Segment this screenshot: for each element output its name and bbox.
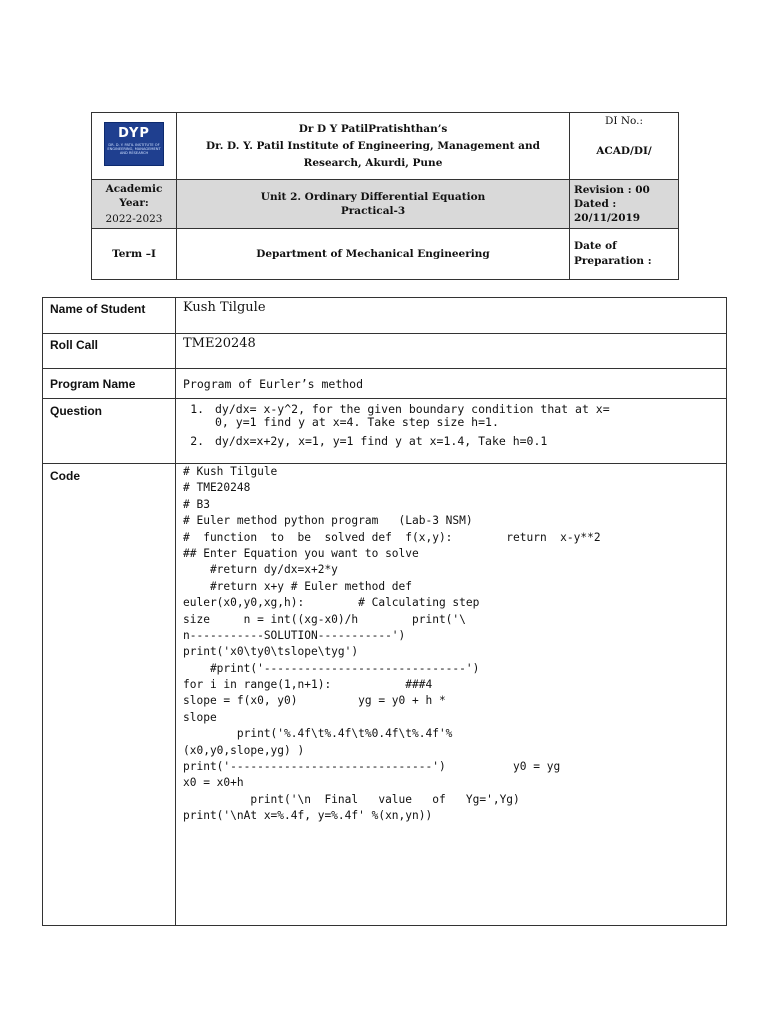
code-label: Code <box>43 464 176 926</box>
academic-year-label: Academic Year: <box>105 183 163 209</box>
question-item <box>211 403 726 429</box>
di-value: ACAD/DI/ <box>596 145 652 157</box>
date-of-preparation-cell <box>570 229 679 280</box>
academic-year-value: 2022-2023 <box>105 213 163 225</box>
revision-cell <box>570 180 679 229</box>
table-row <box>43 399 727 464</box>
student-practical-table <box>42 297 727 926</box>
code-line: #print('------------------------------') <box>183 661 480 675</box>
student-name-value: Kush Tilgule <box>176 298 727 334</box>
code-line: print('x0\ty0\tslope\tyg') <box>183 645 359 659</box>
code-line: # TME20248 <box>183 481 251 495</box>
logo-text: DYP <box>118 126 150 141</box>
question-item <box>211 435 726 448</box>
date-of-preparation-label-2: Preparation : <box>574 255 652 267</box>
revision-number: Revision : 00 <box>574 184 650 196</box>
code-line: # Kush Tilgule <box>183 465 278 478</box>
unit-cell <box>177 180 570 229</box>
org-line: Dr D Y PatilPratishthan’s <box>298 122 448 135</box>
code-line: print('%.4f\t%.4f\t%0.4f\t%.4f'% <box>183 727 453 741</box>
question-list <box>183 403 726 448</box>
di-number-cell <box>570 113 679 180</box>
code-line: #return x+y # Euler method def <box>183 579 413 593</box>
code-block <box>176 464 727 926</box>
revision-date: Dated : 20/11/2019 <box>574 198 641 224</box>
academic-year-cell <box>92 180 177 229</box>
table-row <box>43 334 727 369</box>
question-label: Question <box>43 399 176 464</box>
code-line: print('------------------------------') y0 = yg <box>183 760 561 774</box>
roll-call-label: Roll Call <box>43 334 176 369</box>
question-2-line-1: 2. dy/dx=x+2y, x=1, y=1 find y at x=1.4, Take h=0.1 <box>215 434 548 448</box>
code-line: (x0,y0,slope,yg) ) <box>183 743 305 757</box>
program-name-label: Program Name <box>43 369 176 399</box>
date-of-preparation-label-1: Date of <box>574 240 617 252</box>
code-line: for i in range(1,n+1): ###4 <box>183 678 433 692</box>
document-header-table <box>91 112 679 280</box>
unit-title: Unit 2. Ordinary Differential Equation <box>260 191 486 203</box>
department-name: Department of Mechanical Engineering <box>256 248 490 260</box>
term-cell <box>92 229 177 280</box>
code-line: n-----------SOLUTION-----------') <box>183 628 406 642</box>
code-line: print('\n Final value of Yg=',Yg) <box>183 792 520 806</box>
department-cell <box>177 229 570 280</box>
code-line: print('\nAt x=%.4f, y=%.4f' %(xn,yn)) <box>183 809 433 823</box>
code-line: slope <box>183 710 217 724</box>
question-cell <box>176 399 727 464</box>
code-line: slope = f(x0, y0) yg = y0 + h * <box>183 694 446 708</box>
table-row <box>43 298 727 334</box>
code-line: # function to be solved def f(x,y): return x-y**2 <box>183 530 601 544</box>
program-name-value: Program of Eurler’s method <box>176 369 727 399</box>
question-1-line-2: 0, y=1 find y at x=4. Take step size h=1. <box>215 415 499 429</box>
institute-line1: Dr. D. Y. Patil Institute of Engineering, Management and <box>206 139 540 152</box>
table-row <box>43 369 727 399</box>
logo-subtext: DR. D. Y. PATIL INSTITUTE OF ENGINEERING, MANAGEMENT AND RESEARCH <box>107 143 161 156</box>
practical-number: Practical-3 <box>340 205 406 217</box>
code-line: # B3 <box>183 497 210 511</box>
institute-name-cell <box>177 113 570 180</box>
institute-line2: Research, Akurdi, Pune <box>303 156 443 169</box>
logo-cell <box>92 113 177 180</box>
institute-logo-icon <box>104 122 164 166</box>
roll-call-value: TME20248 <box>176 334 727 369</box>
di-label: DI No.: <box>604 115 644 127</box>
code-line: euler(x0,y0,xg,h): # Calculating step <box>183 596 480 610</box>
code-line: ## Enter Equation you want to solve <box>183 546 419 560</box>
question-1-line-1: 1. dy/dx= x-y^2, for the given boundary condition that at x= <box>215 402 610 416</box>
code-line: size n = int((xg-x0)/h print('\ <box>183 612 466 626</box>
term-value: Term –I <box>112 248 156 260</box>
table-row <box>43 464 727 926</box>
code-line: # Euler method python program (Lab-3 NSM) <box>183 514 473 528</box>
code-line: x0 = x0+h <box>183 776 244 790</box>
name-label: Name of Student <box>43 298 176 334</box>
code-line: #return dy/dx=x+2*y <box>183 563 338 577</box>
